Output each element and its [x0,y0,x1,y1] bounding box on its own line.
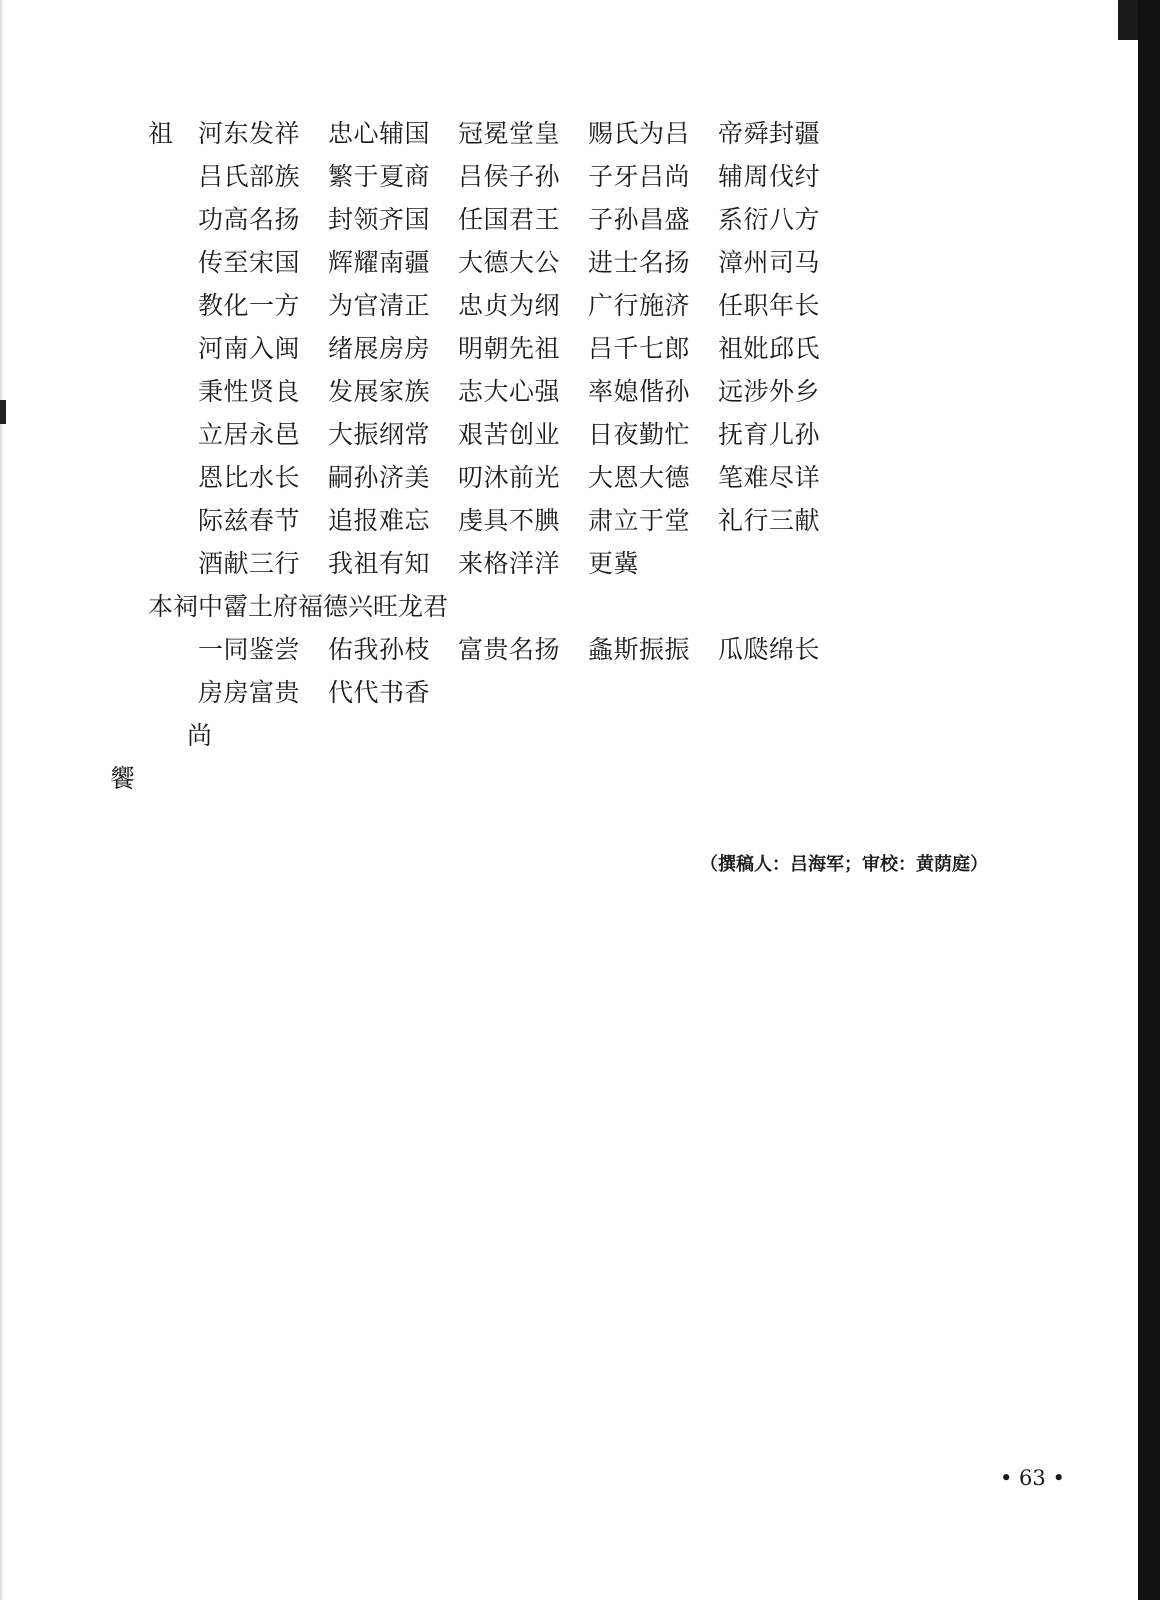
blessing-phrase: 佑我孙枝 [328,635,431,664]
verse-phrase: 帝舜封疆 [718,119,821,148]
verse-phrase: 忠心辅国 [328,119,431,148]
scan-edge-right [1138,0,1160,1600]
verse-phrase: 吕侯子孙 [458,162,561,191]
verse-phrase: 抚育儿孙 [718,420,821,449]
verse-phrase: 系衍八方 [718,205,821,234]
verse-phrase: 我祖有知 [328,549,431,578]
verse-phrase: 追报难忘 [328,506,431,535]
verse-phrase: 际兹春节 [198,506,301,535]
blessing-phrase: 富贵名扬 [458,635,561,664]
verse-phrase: 大振纲常 [328,420,431,449]
blessing-phrase: 瓜瓞绵长 [718,635,821,664]
verse-phrase: 教化一方 [198,291,301,320]
verse-phrase: 率媳偕孙 [588,377,691,406]
verse-phrase: 明朝先祖 [458,334,561,363]
verse-phrase: 志大心强 [458,377,561,406]
scan-corner-right [1118,0,1138,40]
verse-phrase: 大恩大德 [588,463,691,492]
verse-phrase: 进士名扬 [588,248,691,277]
verse-phrase: 吕氏部族 [198,162,301,191]
verse-phrase: 叨沐前光 [458,463,561,492]
closing-shang: 尚 [187,721,213,750]
verse-phrase: 任职年长 [718,291,821,320]
verse-phrase: 日夜勤忙 [588,420,691,449]
scan-edge-left [0,0,4,1600]
verse-phrase: 酒献三行 [198,549,301,578]
verse-phrase: 封领齐国 [328,205,431,234]
blessing-phrase: 螽斯振振 [588,635,691,664]
verse-phrase: 漳州司马 [718,248,821,277]
verse-phrase: 立居永邑 [198,420,301,449]
verse-phrase: 秉性贤良 [198,377,301,406]
verse-phrase: 大德大公 [458,248,561,277]
blessing-phrase: 房房富贵 [198,678,301,707]
verse-phrase: 虔具不腆 [458,506,561,535]
verse-phrase: 肃立于堂 [588,506,691,535]
verse-phrase: 功高名扬 [198,205,301,234]
verse-phrase: 恩比水长 [198,463,301,492]
verse-phrase: 绪展房房 [328,334,431,363]
verse-phrase: 祖妣邱氏 [718,334,821,363]
verse-phrase: 赐氏为吕 [588,119,691,148]
verse-phrase: 冠冕堂皇 [458,119,561,148]
verse-phrase: 忠贞为纲 [458,291,561,320]
verse-phrase: 任国君王 [458,205,561,234]
verse-phrase: 吕千七郎 [588,334,691,363]
author-credit: （撰稿人：吕海军；审校：黄荫庭） [700,854,988,875]
invocation-line: 本祠中霤土府福德兴旺龙君 [148,592,449,621]
verse-phrase: 子孙昌盛 [588,205,691,234]
verse-phrase: 艰苦创业 [458,420,561,449]
blessing-phrase: 代代书香 [328,678,431,707]
verse-phrase: 河东发祥 [198,119,301,148]
verse-phrase: 广行施济 [588,291,691,320]
verse-phrase: 辅周伐纣 [718,162,821,191]
verse-phrase: 为官清正 [328,291,431,320]
verse-phrase: 远涉外乡 [718,377,821,406]
verse-phrase: 笔难尽详 [718,463,821,492]
closing-xiang: 饗 [110,764,136,793]
scan-mark-left [0,400,6,424]
verse-lead-char: 祖 [148,119,174,148]
verse-phrase: 礼行三献 [718,506,821,535]
verse-phrase: 辉耀南疆 [328,248,431,277]
verse-phrase: 来格洋洋 [458,549,561,578]
page-number: • 63 • [1000,1466,1065,1490]
verse-phrase: 传至宋国 [198,248,301,277]
blessing-phrase: 一同鉴尝 [198,635,301,664]
verse-phrase: 河南入闽 [198,334,301,363]
verse-phrase: 嗣孙济美 [328,463,431,492]
verse-phrase: 发展家族 [328,377,431,406]
verse-phrase: 子牙吕尚 [588,162,691,191]
verse-phrase: 更冀 [588,549,640,578]
verse-phrase: 繁于夏商 [328,162,431,191]
